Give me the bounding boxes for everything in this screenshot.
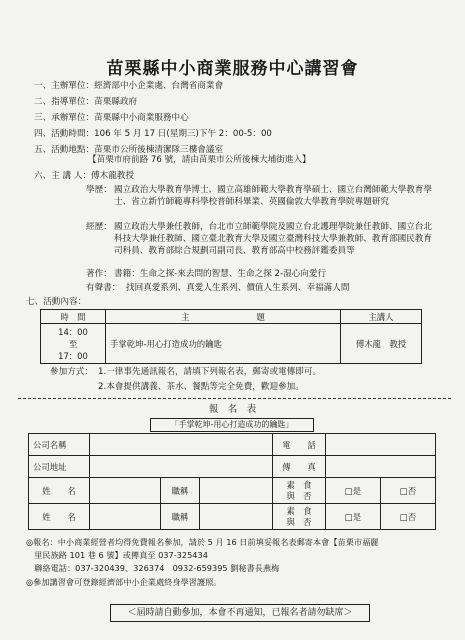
company-name-label: 公司名稱 <box>29 434 90 456</box>
time-end: 17：00 <box>58 350 88 361</box>
speaker-heading: 六、主 講 人：傅木龍教授 <box>34 171 134 181</box>
name-field-2[interactable] <box>90 504 161 530</box>
topic-cell: 手掌乾坤-用心打造成功的鑰匙 <box>106 324 341 364</box>
education-text: 國立政治大學教育學博士、國立高雄師範大學教育學碩士、國立台灣師範大學教育學士、省立新竹師範專科學校普師科畢業、英國倫敦大學教育學院專題研究 <box>114 185 432 207</box>
works-text: 書籍：生命之探-來去問的智慧、生命之探 2-湿心向愛行 <box>114 269 327 279</box>
experience-label: 經歷： <box>86 222 112 232</box>
vegetarian-label-2: 素 食 與 否 <box>273 504 326 530</box>
form-subtitle: 「手掌乾坤-用心打造成功的鑰匙」 <box>150 418 314 432</box>
audio-label: 有聲書： <box>86 283 121 293</box>
time-cell <box>41 324 106 364</box>
venue-line: 五、活動地點：苗栗市公所後棟清潔隊三樓會議室 <box>34 145 224 155</box>
works-label: 著作： <box>86 269 112 279</box>
col-topic-header: 主 題 <box>106 310 341 324</box>
education-label: 學歷： <box>86 185 112 195</box>
join-line-1: 1.一律事先通訊報名，請填下列報名表，郵寄或電傳即可。 <box>98 367 322 377</box>
col-time-header: 時 間 <box>41 310 106 324</box>
company-address-label: 公司地址 <box>29 456 90 478</box>
vegetarian-yes-1[interactable]: □是 <box>326 478 381 504</box>
col-speaker-header: 主講人 <box>341 310 422 324</box>
company-address-field[interactable] <box>90 456 273 478</box>
fax-field[interactable] <box>326 456 436 478</box>
note-contact: 聯絡電話：037-320439、326374 0932-659395 劉秘書長燕梅 <box>26 563 280 573</box>
time-line: 四、活動時間：106 年 5 月 17 日(星期三)下午 2：00-5：00 <box>34 129 272 139</box>
join-label: 參加方式： <box>50 367 93 377</box>
job-title-field-1[interactable] <box>200 478 273 504</box>
company-name-field[interactable] <box>90 434 273 456</box>
vegetarian-no-2[interactable]: □否 <box>381 504 436 530</box>
phone-label: 電 話 <box>273 434 326 456</box>
cut-line <box>18 398 451 399</box>
schedule-heading: 七、活動內容： <box>26 297 87 307</box>
name-label-2: 姓 名 <box>29 504 90 530</box>
registration-form <box>28 433 436 530</box>
name-field-1[interactable] <box>90 478 161 504</box>
job-title-field-2[interactable] <box>200 504 273 530</box>
form-title: 報 名 表 <box>208 404 257 415</box>
vegetarian-yes-2[interactable]: □是 <box>326 504 381 530</box>
vegetarian-no-1[interactable]: □否 <box>381 478 436 504</box>
note-registration: ◎報名：中小商業經營者均得免費報名參加，請於 5 月 16 日前填妥報名表郵寄本會【苗栗市福麗 <box>26 537 379 547</box>
job-title-label-1: 職稱 <box>161 478 200 504</box>
speaker-cell: 傅木龍 教授 <box>341 324 422 364</box>
job-title-label-2: 職稱 <box>161 504 200 530</box>
note-passport: ◎參加講習會可登錄經濟部中小企業處終身學習護照。 <box>26 577 222 587</box>
audio-text: 找回真愛系列、真愛人生系列、價值人生系列、幸福滿人間 <box>126 283 350 293</box>
footer-notice: ＜屆時請自動參加，本會不再通知，已報名者請勿缺席＞ <box>110 604 370 622</box>
time-mid: 至 <box>68 338 78 349</box>
note-address: 里民族路 101 巷 6 號】或傳真至 037-325434 <box>26 550 208 560</box>
venue-address: 【苗栗市府前路 76 號，請由苗栗市公所後棟大埔街進入】 <box>88 155 311 165</box>
experience-text: 國立政治大學兼任教師，台北市立師範學院及國立台北護理學院兼任教師、國立台北科技大學兼任教師、國立臺北教育大學及國立臺灣科技大學兼教師、教育部國民教育司科員、教育部綜合規劃司副司長、教育部高中校務評鑑委員等 <box>114 222 432 256</box>
executor-line: 三、承辦單位：苗栗縣中小商業服務中心 <box>34 113 189 123</box>
phone-field[interactable] <box>326 434 436 456</box>
schedule-table <box>40 309 422 364</box>
supervisor-line: 二、指導單位：苗栗縣政府 <box>34 97 138 107</box>
join-line-2: 2.本會提供講義、茶水、餐點等完全免費，歡迎參加。 <box>98 382 304 392</box>
page-title: 苗栗縣中小商業服務中心講習會 <box>106 59 359 79</box>
name-label-1: 姓 名 <box>29 478 90 504</box>
organizer-line: 一、主辦單位：經濟部中小企業處、台灣省商業會 <box>34 81 224 91</box>
vegetarian-label-1: 素 食 與 否 <box>273 478 326 504</box>
fax-label: 傳 真 <box>273 456 326 478</box>
time-start: 14：00 <box>58 326 88 337</box>
